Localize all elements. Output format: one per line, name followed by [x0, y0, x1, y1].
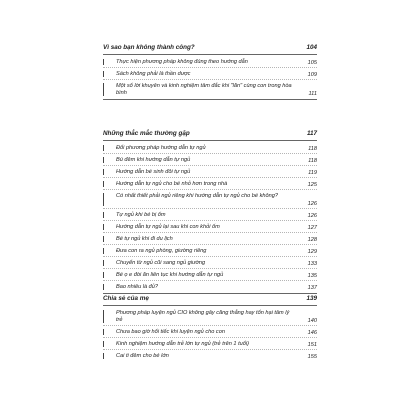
- toc-section: [103, 128, 317, 294]
- entry-bracket-marker: [103, 157, 109, 163]
- entry-page-number: 125: [307, 181, 317, 188]
- toc-entry[interactable]: [103, 350, 317, 362]
- toc-entry[interactable]: [103, 221, 317, 233]
- toc-entry[interactable]: [103, 326, 317, 338]
- entry-bracket-marker: [103, 260, 109, 266]
- section-title: Vì sao bạn không thành công?: [103, 44, 195, 51]
- entry-title: Kinh nghiệm hướng dẫn trẻ lớn tự ngủ (trẻ trên 1 tuổi): [116, 340, 249, 347]
- toc-entry[interactable]: [103, 190, 317, 209]
- entry-title: Bú đêm khi hướng dẫn tự ngủ: [116, 156, 191, 163]
- entry-bracket-marker: [103, 212, 109, 218]
- section-page-number: 104: [306, 44, 317, 51]
- section-heading[interactable]: [103, 128, 317, 140]
- entry-page-number: 137: [307, 284, 317, 291]
- toc-section: [103, 42, 317, 100]
- entry-title: Bé tự ngủ khi đi du lịch: [116, 235, 173, 242]
- entry-page-number: 119: [308, 169, 317, 176]
- entry-title: Bé ọ e đòi ăn liên tục khi hướng dẫn tự ngủ: [116, 271, 224, 278]
- entry-title: Chưa bao giờ hối tiếc khi luyện ngủ cho con: [116, 328, 225, 335]
- entry-title: Đưa con ra ngủ phòng, giường riêng: [116, 247, 207, 254]
- entry-page-number: 126: [307, 212, 317, 219]
- section-title: Những thắc mắc thường gặp: [103, 130, 190, 137]
- entry-bracket-marker: [103, 145, 109, 151]
- section-page-number: 117: [306, 130, 317, 137]
- toc-entry[interactable]: [103, 269, 317, 281]
- toc-entry[interactable]: [103, 154, 317, 166]
- entry-bracket-marker: [103, 83, 109, 96]
- section-heading[interactable]: [103, 42, 317, 54]
- entry-bracket-marker: [103, 329, 109, 335]
- entry-page-number: 118: [308, 145, 317, 152]
- entry-page-number: 151: [307, 341, 317, 348]
- entry-bracket-marker: [103, 284, 109, 290]
- entry-bracket-marker: [103, 224, 109, 230]
- entry-bracket-marker: [103, 272, 109, 278]
- toc-entry[interactable]: [103, 56, 317, 68]
- entry-page-number: 129: [307, 248, 317, 255]
- entry-bracket-marker: [103, 353, 109, 359]
- section-title: Chia sẻ của mẹ: [103, 295, 149, 302]
- toc-entry[interactable]: [103, 245, 317, 257]
- toc-entry[interactable]: [103, 233, 317, 245]
- entry-page-number: 146: [307, 329, 317, 336]
- toc-entry[interactable]: [103, 307, 317, 326]
- entry-page-number: 155: [307, 353, 317, 360]
- entry-page-number: 118: [308, 157, 317, 164]
- toc-entry[interactable]: [103, 68, 317, 80]
- entry-title: Cai ti đêm cho bé lớn: [116, 352, 169, 359]
- entry-page-number: 128: [307, 236, 317, 243]
- toc-entry[interactable]: [103, 338, 317, 350]
- toc-entry[interactable]: [103, 209, 317, 221]
- entry-title: Sách không phải là thần dược: [116, 70, 191, 77]
- entry-bracket-marker: [103, 310, 109, 323]
- entry-bracket-marker: [103, 236, 109, 242]
- entry-title: Bao nhiêu là đủ?: [116, 283, 158, 290]
- section-page-number: 139: [306, 295, 317, 302]
- entry-bracket-marker: [103, 193, 109, 206]
- toc-entry[interactable]: [103, 80, 317, 99]
- section-rule: [103, 54, 317, 55]
- section-heading[interactable]: [103, 293, 317, 305]
- entry-title: Có nhất thiết phải ngủ riêng khi hướng dẫn tự ngủ cho bé không?: [116, 192, 278, 199]
- entry-page-number: 135: [307, 272, 317, 279]
- toc-entry[interactable]: [103, 166, 317, 178]
- entry-bracket-marker: [103, 59, 109, 65]
- entry-page-number: 109: [307, 71, 317, 78]
- entry-title: Hướng dẫn tự ngủ cho bé nhỏ hơn trong nhà: [116, 180, 228, 187]
- entry-page-number: 133: [307, 260, 317, 267]
- entry-title: Tự ngủ khi bé bị ốm: [116, 211, 166, 218]
- entry-page-number: 126: [307, 200, 317, 207]
- toc-entry[interactable]: [103, 178, 317, 190]
- entry-title: Đổi phương pháp hướng dẫn tự ngủ: [116, 144, 206, 151]
- entry-title: Phương pháp luyện ngủ CIO không gây căng thẳng hay tổn hại tâm lý trẻ: [116, 309, 290, 323]
- entry-page-number: 140: [307, 317, 317, 324]
- toc-entry[interactable]: [103, 142, 317, 154]
- section-rule: [103, 140, 317, 141]
- entry-bracket-marker: [103, 71, 109, 77]
- entry-bracket-marker: [103, 169, 109, 175]
- entry-page-number: 127: [307, 224, 317, 231]
- toc-entry[interactable]: [103, 281, 317, 293]
- entry-title: Hướng dẫn bé sinh đôi tự ngủ: [116, 168, 191, 175]
- section-rule: [103, 99, 317, 100]
- entry-title: Thực hiện phương pháp không đúng theo hướng dẫn: [116, 58, 248, 65]
- entry-bracket-marker: [103, 181, 109, 187]
- toc-section: [103, 293, 317, 362]
- entry-title: Chuyển từ ngủ cũi sang ngủ giường: [116, 259, 206, 266]
- section-rule: [103, 305, 317, 306]
- entry-page-number: 105: [307, 59, 317, 66]
- entry-title: Một số lời khuyên và kinh nghiệm tâm đắc khi "lăn" cùng con trong hòa bình: [116, 82, 292, 96]
- entry-bracket-marker: [103, 341, 109, 347]
- entry-bracket-marker: [103, 248, 109, 254]
- entry-page-number: 111: [308, 90, 317, 97]
- entry-title: Hướng dẫn tự ngủ lại sau khi con khỏi ốm: [116, 223, 220, 230]
- toc-entry[interactable]: [103, 257, 317, 269]
